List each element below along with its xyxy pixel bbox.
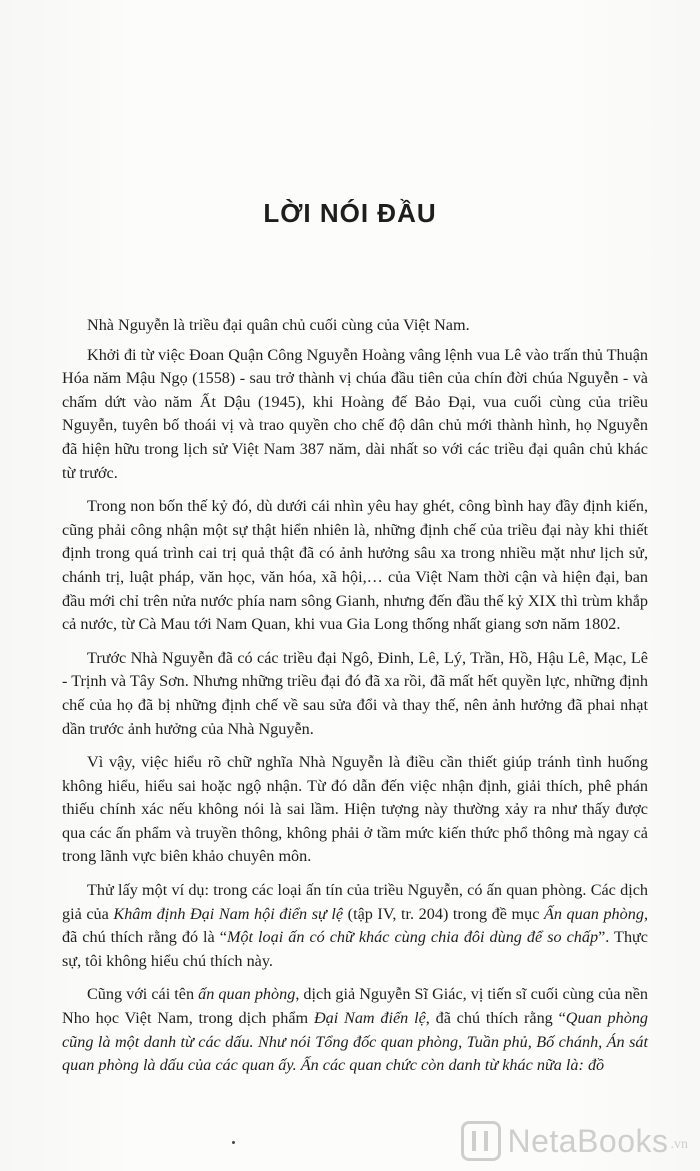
paragraph-6 <box>62 879 648 973</box>
bleed-through-text <box>560 120 700 141</box>
p6-text-e: , đã chú thích rằng đó là “ <box>62 904 648 947</box>
netabooks-logo-icon <box>461 1121 501 1161</box>
p7-text-a: Cũng với cái tên <box>87 985 199 1004</box>
chapter-title: LỜI NÓI ĐẦU <box>263 198 437 228</box>
paragraph-1: Nhà Nguyễn là triều đại quân chủ cuối cùng của Việt Nam. <box>87 316 470 334</box>
p7-quote: Quan phòng cũng là một danh từ các dấu. Như nói Tổng đốc quan phòng, Tuần phủ, Bố chánh, Án sát quan phòng là dấu của các quan ấy. Ấn các quan chức còn danh từ khác nữa là: đồ <box>62 1009 649 1075</box>
body-text <box>62 314 648 1088</box>
paragraph-4: Trước Nhà Nguyễn đã có các triều đại Ngô, Đinh, Lê, Lý, Trần, Hồ, Hậu Lê, Mạc, Lê - Trịnh và Tây Sơn. Nhưng những triều đại đó đã xa rồi, đã mất hết quyền lực, những định chế của họ đã bị những định chế về sau sửa đổi và thay thế, nên ảnh hưởng đã phai nhạt dần trước ảnh hưởng của Nhà Nguyễn. <box>62 648 648 738</box>
paragraph-2: Khởi đi từ việc Đoan Quận Công Nguyễn Hoàng vâng lệnh vua Lê vào trấn thủ Thuận Hóa năm Mậu Ngọ (1558) - sau trở thành vị chúa đầu tiên của chín đời chúa Nguyễn - và chấm dứt vào năm Ất Dậu (1945), khi Hoàng đế Bảo Đại, vua cuối cùng của triều Nguyễn, tuyên bố thoái vị và trao quyền cho chế độ dân chủ mới thành hình, họ Nguyễn đã hiện hữu trong lịch sử Việt Nam 387 năm, dài nhất so với các triều đại quân chủ khác từ trước. <box>62 345 648 482</box>
p6-text-c: (tập IV, tr. 204) trong đề mục <box>343 904 544 923</box>
p7-book-title: Đại Nam điển lệ <box>313 1009 426 1028</box>
watermark-suffix: .vn <box>670 1137 688 1152</box>
p7-text-e: , đã chú thích rằng “ <box>425 1009 566 1028</box>
page-mark <box>232 1141 235 1144</box>
p6-heading-ref: Ấn quan phòng <box>543 904 644 923</box>
p6-book-title: Khâm định Đại Nam hội điển sự lệ <box>113 904 344 923</box>
p6-text-g: ”. Thực sự, tôi không hiểu chú thích này. <box>62 928 648 970</box>
paragraph-7 <box>62 983 648 1077</box>
paragraph-5: Vì vậy, việc hiểu rõ chữ nghĩa Nhà Nguyễn là điều cần thiết giúp tránh tình huống không hiểu, hiểu sai hoặc ngộ nhận. Từ đó dẫn đến việc nhận định, giải thích, phê phán thiếu chính xác nếu không nói là sai lầm. Hiện tượng này thường xảy ra như thấy được qua các ấn phẩm và truyền thông, không phải ở tầm mức kiến thức phổ thông mà ngay cả trong lãnh vực biên khảo chuyên môn. <box>62 753 648 866</box>
paragraph-3: Trong non bốn thế kỷ đó, dù dưới cái nhìn yêu hay ghét, công bình hay đầy định kiến, cũng phải công nhận một sự thật hiển nhiên là, những định chế của triều đại này khi thiết định trong quá trình cai trị quả thật đã có ảnh hưởng sâu xa trong nhiều mặt như lịch sử, chánh trị, luật pháp, văn học, văn hóa, xã hội,… của Việt Nam thời cận và hiện đại, ban đầu mới chỉ trên nửa nước phía nam sông Gianh, nhưng đến đầu thế kỷ XIX thì trùm khắp cả nước, từ Cà Mau tới Nam Quan, khi vua Gia Long thống nhất giang sơn năm 1802. <box>62 497 648 634</box>
p6-quote: Một loại ấn có chữ khác cùng chia đôi dùng để so chấp <box>226 928 599 947</box>
p7-text-c: , dịch giả Nguyễn Sĩ Giác, vị tiến sĩ cuối cùng của nền Nho học Việt Nam, trong dịch phẩm <box>62 985 648 1028</box>
p6-text-a: Thử lấy một ví dụ: trong các loại ấn tín của triều Nguyễn, có ấn quan phòng. Các dịch giả của <box>62 881 648 923</box>
watermark-name: NetaBooks <box>507 1122 669 1159</box>
p7-term: ấn quan phòng <box>198 985 296 1004</box>
netabooks-watermark <box>461 1121 688 1161</box>
